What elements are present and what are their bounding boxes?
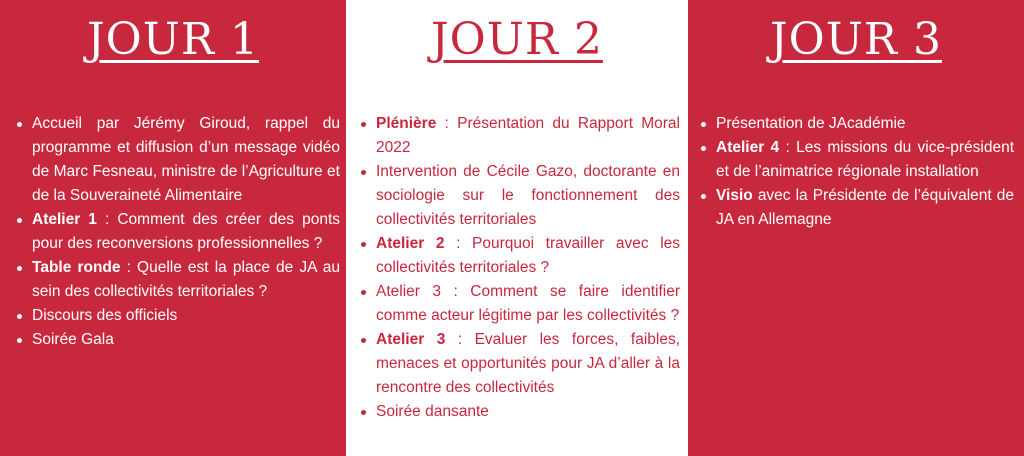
list-item: Discours des officiels — [14, 304, 340, 328]
list-item: Soirée Gala — [14, 328, 340, 352]
list-item: Table ronde : Quelle est la place de JA au sein des collectivités territoriales ? — [14, 256, 340, 304]
list-item: Soirée dansante — [358, 400, 680, 424]
day-3-list — [698, 112, 1014, 232]
list-item: Atelier 3 : Comment se faire identifier comme acteur légitime par les collectivités ? — [358, 280, 680, 328]
list-item: Atelier 1 : Comment des créer des ponts pour des reconversions professionnelles ? — [14, 208, 340, 256]
list-item: Atelier 3 : Evaluer les forces, faibles, menaces et opportunités pour JA d’aller à la rencontre des collectivités — [358, 328, 680, 400]
day-1-title: JOUR 1 — [87, 14, 259, 65]
day-2-column — [346, 0, 688, 456]
list-item: Atelier 2 : Pourquoi travailler avec les collectivités territoriales ? — [358, 232, 680, 280]
list-item: Accueil par Jérémy Giroud, rappel du programme et diffusion d’un message vidéo de Marc Fesneau, ministre de l’Agriculture et de la Souveraineté Alimentaire — [14, 112, 340, 208]
list-item: Plénière : Présentation du Rapport Moral 2022 — [358, 112, 680, 160]
list-item: Visio avec la Présidente de l’équivalent de JA en Allemagne — [698, 184, 1014, 232]
day-2-list — [358, 112, 680, 424]
list-item: Atelier 4 : Les missions du vice-président et de l’animatrice régionale installation — [698, 136, 1014, 184]
list-item: Présentation de JAcadémie — [698, 112, 1014, 136]
day-3-column — [688, 0, 1024, 456]
day-2-title: JOUR 2 — [431, 14, 603, 65]
day-3-title: JOUR 3 — [770, 14, 942, 65]
day-1-list — [14, 112, 340, 352]
list-item: Intervention de Cécile Gazo, doctorante en sociologie sur le fonctionnement des collectivités territoriales — [358, 160, 680, 232]
day-1-column — [0, 0, 346, 456]
